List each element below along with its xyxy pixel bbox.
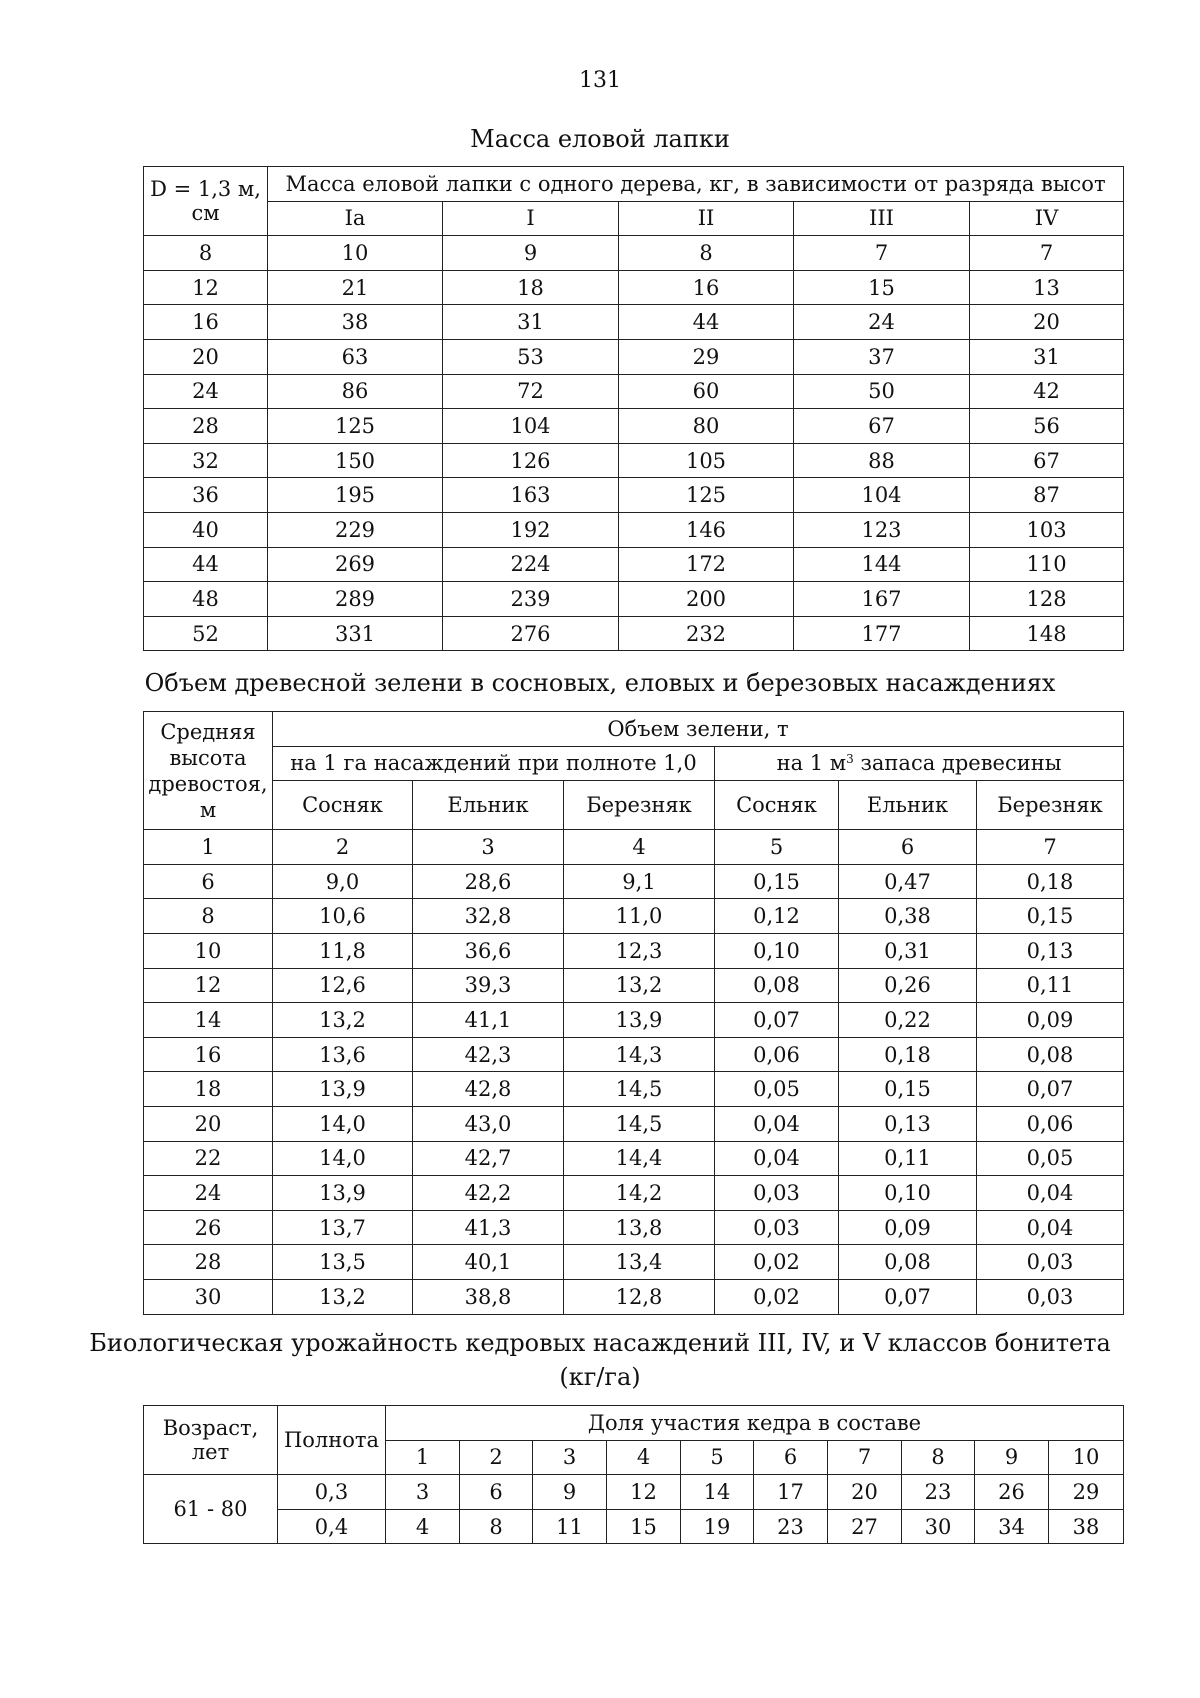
table-cell: 72 <box>443 374 619 409</box>
table-cell: 13,2 <box>273 1279 413 1314</box>
table-cell: 224 <box>443 547 619 582</box>
species-header: Сосняк <box>273 781 413 830</box>
table-cell: 29 <box>619 339 794 374</box>
table1-title: Масса еловой лапки <box>470 125 730 153</box>
table-cell: 42,2 <box>413 1176 564 1211</box>
table-row <box>144 1475 1124 1510</box>
table-cell: 13,8 <box>564 1210 715 1245</box>
table-cell: 9 <box>443 236 619 271</box>
table-cell: 11 <box>533 1509 607 1544</box>
table-cell: 0,15 <box>839 1072 977 1107</box>
table-row <box>144 339 1124 374</box>
share-header: 4 <box>607 1440 681 1475</box>
table-cell: 110 <box>970 547 1124 582</box>
table-cell: 6 <box>144 864 273 899</box>
table-cell: 0,22 <box>839 1003 977 1038</box>
table-cell: 269 <box>268 547 443 582</box>
table-cell: 20 <box>828 1475 902 1510</box>
table-cell: 3 <box>386 1475 460 1510</box>
table-cell: 0,13 <box>977 933 1124 968</box>
table-cell: 0,05 <box>715 1072 839 1107</box>
table-cell: 39,3 <box>413 968 564 1003</box>
table-cell: 52 <box>144 616 268 651</box>
table-cell: 0,08 <box>715 968 839 1003</box>
table-cell: 0,26 <box>839 968 977 1003</box>
table-cell: 41,1 <box>413 1003 564 1038</box>
table-row <box>144 270 1124 305</box>
column-number: 1 <box>144 830 273 865</box>
table-cell: 12,6 <box>273 968 413 1003</box>
table-cell: 42,7 <box>413 1141 564 1176</box>
share-header: 5 <box>681 1440 754 1475</box>
table-cell: 0,06 <box>715 1037 839 1072</box>
table3-title-line1: Биологическая урожайность кедровых насаждений III, IV, и V классов бонитета <box>89 1329 1111 1357</box>
table-cell: 41,3 <box>413 1210 564 1245</box>
table-cell: 0,31 <box>839 933 977 968</box>
table-cell: 12 <box>144 968 273 1003</box>
table-cell: 0,15 <box>715 864 839 899</box>
age-group-cell: 61 - 80 <box>144 1475 278 1544</box>
table-cell: 28 <box>144 1245 273 1280</box>
share-header: 6 <box>754 1440 828 1475</box>
table-cell: 172 <box>619 547 794 582</box>
table2-title: Объем древесной зелени в сосновых, еловых и березовых насаждениях <box>144 669 1056 697</box>
table-cell: 0,04 <box>715 1106 839 1141</box>
table-cell: 28 <box>144 409 268 444</box>
table-cell: 123 <box>794 512 970 547</box>
table-cell: 125 <box>619 478 794 513</box>
share-header: 1 <box>386 1440 460 1475</box>
table-cell: 8 <box>460 1509 533 1544</box>
height-class-header: I <box>443 201 619 236</box>
table-cell: 14 <box>144 1003 273 1038</box>
table-cell: 27 <box>828 1509 902 1544</box>
table-cell: 44 <box>619 305 794 340</box>
table-cell: 17 <box>754 1475 828 1510</box>
table-row <box>144 236 1124 271</box>
table-row <box>144 1279 1124 1314</box>
share-header: 8 <box>902 1440 975 1475</box>
table-cell: 26 <box>975 1475 1049 1510</box>
density-cell: 0,4 <box>278 1509 386 1544</box>
density-header: Полнота <box>278 1406 386 1475</box>
table-cell: 7 <box>970 236 1124 271</box>
height-class-header: III <box>794 201 970 236</box>
table-cell: 104 <box>794 478 970 513</box>
table-cell: 16 <box>144 305 268 340</box>
table-cell: 24 <box>144 374 268 409</box>
species-header: Ельник <box>839 781 977 830</box>
table-cell: 150 <box>268 443 443 478</box>
table-cell: 144 <box>794 547 970 582</box>
table-cell: 13,2 <box>564 968 715 1003</box>
page-number: 131 <box>579 68 621 93</box>
height-class-header: II <box>619 201 794 236</box>
table-cell: 9,0 <box>273 864 413 899</box>
table-cell: 15 <box>794 270 970 305</box>
table-row <box>144 443 1124 478</box>
table-cell: 0,04 <box>977 1176 1124 1211</box>
table-cell: 126 <box>443 443 619 478</box>
table-cell: 13,9 <box>273 1072 413 1107</box>
table-cell: 8 <box>144 899 273 934</box>
table-cell: 13,5 <box>273 1245 413 1280</box>
table-cell: 88 <box>794 443 970 478</box>
table-cell: 60 <box>619 374 794 409</box>
table-cell: 0,03 <box>977 1245 1124 1280</box>
table-cell: 0,47 <box>839 864 977 899</box>
table-cell: 103 <box>970 512 1124 547</box>
volume-group-header: Объем зелени, т <box>273 712 1124 747</box>
table-row <box>144 616 1124 651</box>
table-cell: 43,0 <box>413 1106 564 1141</box>
share-header: 3 <box>533 1440 607 1475</box>
table-cell: 14,2 <box>564 1176 715 1211</box>
table-cell: 29 <box>1049 1475 1124 1510</box>
species-header: Ельник <box>413 781 564 830</box>
table-row <box>144 1210 1124 1245</box>
table-cell: 0,02 <box>715 1245 839 1280</box>
table-cell: 38 <box>268 305 443 340</box>
table-cell: 0,07 <box>839 1279 977 1314</box>
table-cell: 200 <box>619 582 794 617</box>
cedar-share-header: Доля участия кедра в составе <box>386 1406 1124 1441</box>
table-row <box>144 547 1124 582</box>
share-header: 7 <box>828 1440 902 1475</box>
table-cell: 146 <box>619 512 794 547</box>
table-cell: 14,5 <box>564 1106 715 1141</box>
height-class-header: Ia <box>268 201 443 236</box>
table-cell: 13,9 <box>564 1003 715 1038</box>
table-cell: 21 <box>268 270 443 305</box>
table-cell: 13,6 <box>273 1037 413 1072</box>
table-cell: 12,3 <box>564 933 715 968</box>
table-row <box>144 1509 1124 1544</box>
table-row <box>144 1106 1124 1141</box>
table-cell: 0,12 <box>715 899 839 934</box>
table-cell: 0,11 <box>977 968 1124 1003</box>
table-cell: 53 <box>443 339 619 374</box>
species-header: Березняк <box>977 781 1124 830</box>
column-number: 2 <box>273 830 413 865</box>
table-cell: 30 <box>902 1509 975 1544</box>
table3-title-line2: (кг/га) <box>559 1363 641 1391</box>
density-cell: 0,3 <box>278 1475 386 1510</box>
table-cell: 10 <box>144 933 273 968</box>
table-cell: 13,9 <box>273 1176 413 1211</box>
table-row <box>144 409 1124 444</box>
table-cell: 192 <box>443 512 619 547</box>
table-cell: 34 <box>975 1509 1049 1544</box>
table-row <box>144 1176 1124 1211</box>
table-cell: 14,3 <box>564 1037 715 1072</box>
table-row <box>144 1245 1124 1280</box>
table-cell: 50 <box>794 374 970 409</box>
table-cell: 0,10 <box>715 933 839 968</box>
table-cell: 0,38 <box>839 899 977 934</box>
table-row <box>144 1141 1124 1176</box>
table-cell: 67 <box>970 443 1124 478</box>
table-cell: 0,10 <box>839 1176 977 1211</box>
table-row <box>144 1037 1124 1072</box>
table-cell: 0,03 <box>715 1176 839 1211</box>
cedar-yield-table <box>143 1405 1124 1544</box>
table-cell: 167 <box>794 582 970 617</box>
table-cell: 0,18 <box>839 1037 977 1072</box>
table-cell: 38,8 <box>413 1279 564 1314</box>
table-cell: 0,08 <box>977 1037 1124 1072</box>
table-cell: 38 <box>1049 1509 1124 1544</box>
table-cell: 31 <box>443 305 619 340</box>
table-cell: 105 <box>619 443 794 478</box>
table-cell: 0,07 <box>715 1003 839 1038</box>
table-cell: 42,8 <box>413 1072 564 1107</box>
table-cell: 16 <box>619 270 794 305</box>
table-cell: 32 <box>144 443 268 478</box>
table-cell: 37 <box>794 339 970 374</box>
table-row <box>144 899 1124 934</box>
table-cell: 36 <box>144 478 268 513</box>
table-cell: 8 <box>619 236 794 271</box>
table-cell: 87 <box>970 478 1124 513</box>
table-cell: 289 <box>268 582 443 617</box>
table-cell: 19 <box>681 1509 754 1544</box>
table-cell: 9,1 <box>564 864 715 899</box>
table-row <box>144 1072 1124 1107</box>
table-row <box>144 864 1124 899</box>
table-cell: 18 <box>144 1072 273 1107</box>
greenery-volume-table <box>143 711 1124 1315</box>
table-cell: 12 <box>607 1475 681 1510</box>
table-cell: 0,09 <box>977 1003 1124 1038</box>
table-cell: 56 <box>970 409 1124 444</box>
table-cell: 67 <box>794 409 970 444</box>
mass-group-header: Масса еловой лапки с одного дерева, кг, в зависимости от разряда высот <box>268 167 1124 202</box>
table-cell: 12,8 <box>564 1279 715 1314</box>
table-cell: 0,11 <box>839 1141 977 1176</box>
table-cell: 24 <box>144 1176 273 1211</box>
table-row <box>144 305 1124 340</box>
share-header: 2 <box>460 1440 533 1475</box>
table-cell: 23 <box>902 1475 975 1510</box>
table-cell: 24 <box>794 305 970 340</box>
table-row <box>144 512 1124 547</box>
table-cell: 0,02 <box>715 1279 839 1314</box>
table-cell: 14,0 <box>273 1141 413 1176</box>
table-cell: 40 <box>144 512 268 547</box>
table-cell: 15 <box>607 1509 681 1544</box>
table-cell: 276 <box>443 616 619 651</box>
table-cell: 4 <box>386 1509 460 1544</box>
table-cell: 0,04 <box>715 1141 839 1176</box>
table-cell: 20 <box>970 305 1124 340</box>
table-cell: 31 <box>970 339 1124 374</box>
table-cell: 20 <box>144 339 268 374</box>
table-cell: 0,15 <box>977 899 1124 934</box>
table-cell: 14 <box>681 1475 754 1510</box>
table-cell: 6 <box>460 1475 533 1510</box>
height-class-header: IV <box>970 201 1124 236</box>
table-row <box>144 478 1124 513</box>
table-cell: 125 <box>268 409 443 444</box>
table-cell: 86 <box>268 374 443 409</box>
column-number: 6 <box>839 830 977 865</box>
table-cell: 331 <box>268 616 443 651</box>
table-cell: 30 <box>144 1279 273 1314</box>
table-cell: 12 <box>144 270 268 305</box>
spruce-branch-mass-table <box>143 166 1124 651</box>
table-cell: 0,18 <box>977 864 1124 899</box>
diameter-header: D = 1,3 м, см <box>144 167 268 236</box>
table-cell: 0,03 <box>715 1210 839 1245</box>
table-cell: 10,6 <box>273 899 413 934</box>
table-row <box>144 582 1124 617</box>
table-cell: 0,03 <box>977 1279 1124 1314</box>
column-number: 4 <box>564 830 715 865</box>
table-cell: 10 <box>268 236 443 271</box>
table-cell: 14,0 <box>273 1106 413 1141</box>
table-cell: 80 <box>619 409 794 444</box>
share-header: 10 <box>1049 1440 1124 1475</box>
table-cell: 18 <box>443 270 619 305</box>
column-number: 3 <box>413 830 564 865</box>
table-cell: 23 <box>754 1509 828 1544</box>
table-cell: 20 <box>144 1106 273 1141</box>
table-cell: 13,4 <box>564 1245 715 1280</box>
table-cell: 9 <box>533 1475 607 1510</box>
column-number: 5 <box>715 830 839 865</box>
table-row <box>144 933 1124 968</box>
table-cell: 44 <box>144 547 268 582</box>
table-cell: 177 <box>794 616 970 651</box>
table-cell: 42,3 <box>413 1037 564 1072</box>
table-cell: 32,8 <box>413 899 564 934</box>
table-cell: 239 <box>443 582 619 617</box>
table-cell: 229 <box>268 512 443 547</box>
table-cell: 0,05 <box>977 1141 1124 1176</box>
table-cell: 0,13 <box>839 1106 977 1141</box>
table-cell: 0,07 <box>977 1072 1124 1107</box>
height-header: Средняя высота древостоя, м <box>144 712 273 830</box>
table-cell: 13,7 <box>273 1210 413 1245</box>
table-cell: 0,08 <box>839 1245 977 1280</box>
table-cell: 163 <box>443 478 619 513</box>
column-number: 7 <box>977 830 1124 865</box>
table-cell: 40,1 <box>413 1245 564 1280</box>
table-cell: 8 <box>144 236 268 271</box>
table-cell: 148 <box>970 616 1124 651</box>
table-cell: 13 <box>970 270 1124 305</box>
table-cell: 0,04 <box>977 1210 1124 1245</box>
table-cell: 22 <box>144 1141 273 1176</box>
table-row <box>144 968 1124 1003</box>
table-cell: 104 <box>443 409 619 444</box>
table-cell: 14,4 <box>564 1141 715 1176</box>
table-cell: 128 <box>970 582 1124 617</box>
table-cell: 28,6 <box>413 864 564 899</box>
table-row <box>144 1003 1124 1038</box>
per-cubic-meter-header: на 1 $м^3$ запаса древесины <box>715 746 1124 781</box>
table-cell: 7 <box>794 236 970 271</box>
table-cell: 36,6 <box>413 933 564 968</box>
table-row <box>144 374 1124 409</box>
table-cell: 11,8 <box>273 933 413 968</box>
table-cell: 0,09 <box>839 1210 977 1245</box>
table-cell: 0,06 <box>977 1106 1124 1141</box>
table-cell: 16 <box>144 1037 273 1072</box>
table-cell: 42 <box>970 374 1124 409</box>
age-header: Возраст, лет <box>144 1406 278 1475</box>
table-cell: 48 <box>144 582 268 617</box>
species-header: Сосняк <box>715 781 839 830</box>
table-cell: 13,2 <box>273 1003 413 1038</box>
species-header: Березняк <box>564 781 715 830</box>
table-cell: 26 <box>144 1210 273 1245</box>
share-header: 9 <box>975 1440 1049 1475</box>
table-cell: 195 <box>268 478 443 513</box>
table-cell: 63 <box>268 339 443 374</box>
per-hectare-header: на 1 га насаждений при полноте 1,0 <box>273 746 715 781</box>
table-cell: 11,0 <box>564 899 715 934</box>
table-cell: 14,5 <box>564 1072 715 1107</box>
table-cell: 232 <box>619 616 794 651</box>
